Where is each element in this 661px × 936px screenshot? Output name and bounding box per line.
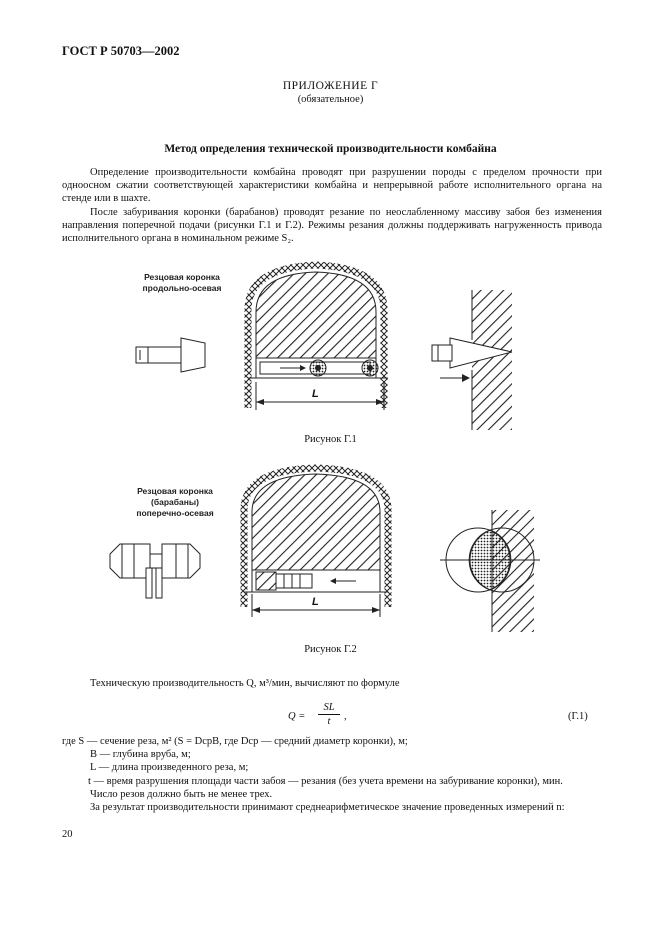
paragraph-2: После забуривания коронки (барабанов) проводят резание по неослабленному массиву забоя без изменения направления поперечной подачи (рисунки Г.1 и Г.2). Режимы резания должны поддерживать нагруженность привода исполнительного органа в номинальном режиме S₂.	[62, 206, 602, 245]
appendix-title: ПРИЛОЖЕНИЕ Г	[282, 80, 379, 92]
formula-number: (Г.1)	[568, 711, 588, 722]
definition-L: L — длина произведенного реза, м;	[90, 762, 249, 774]
definition-B: B — глубина вруба, м;	[90, 749, 191, 761]
formula-numerator: SL	[318, 702, 340, 715]
transverse-cutter-drums-icon	[110, 544, 200, 598]
formula-denominator: t	[327, 716, 331, 727]
appendix-status: (обязательное)	[297, 94, 364, 105]
side-view-2	[440, 510, 540, 632]
definition-S: где S — сечение реза, м² (S = DсрB, где Dср — средний диаметр коронки), м;	[62, 736, 408, 747]
figure-2	[0, 462, 661, 632]
standard-header: ГОСТ Р 50703—2002	[62, 44, 180, 58]
page-number: 20	[62, 829, 73, 840]
formula-lhs: Q =	[288, 711, 306, 722]
figure-1-label-line-1: Резцовая коронка	[144, 272, 220, 282]
formula-intro: Техническую производительность Q, м³/мин, вычисляют по формуле	[90, 678, 400, 689]
face-section-2	[244, 468, 388, 607]
cuts-note: Число резов должно быть не менее трех.	[90, 788, 273, 800]
dimension-L-1	[256, 382, 384, 410]
figure-2-label-line-2: (барабаны)	[151, 497, 199, 507]
figure-1-caption: Рисунок Г.1	[304, 434, 357, 445]
figure-1-label	[132, 272, 232, 294]
face-section-1	[248, 265, 388, 408]
formula	[288, 702, 368, 732]
figure-2-caption: Рисунок Г.2	[304, 644, 357, 655]
figure-2-label-line-1: Резцовая коронка	[137, 486, 213, 496]
figure-2-label	[122, 486, 228, 519]
definitions	[62, 735, 602, 814]
final-paragraph: За результат производительности принимают среднеарифметическое значение проведенных измерений n:	[90, 802, 565, 814]
definition-t: t — время разрушения площади части забоя — резания (без учета времени на забуривание коронки), мин.	[88, 775, 563, 787]
figure-2-label-line-3: поперечно-осевая	[136, 508, 214, 518]
section-title: Метод определения технической производительности комбайна	[164, 143, 497, 155]
figure-1-dim-label: L	[312, 388, 319, 400]
intro-text	[62, 166, 602, 245]
figure-1	[0, 250, 661, 430]
formula-tail: ,	[344, 711, 347, 722]
figure-1-label-line-2: продольно-осевая	[142, 283, 222, 293]
figure-2-dim-label: L	[312, 596, 319, 608]
side-view-1	[432, 290, 512, 430]
longitudinal-cutter-head-icon	[136, 338, 205, 372]
paragraph-1: Определение производительности комбайна проводят при разрушении породы с пределом прочности при одноосном сжатии соответствующей характеристики комбайна и непрерывной работе исполнительного органа на стенде или в шахте.	[62, 167, 602, 205]
